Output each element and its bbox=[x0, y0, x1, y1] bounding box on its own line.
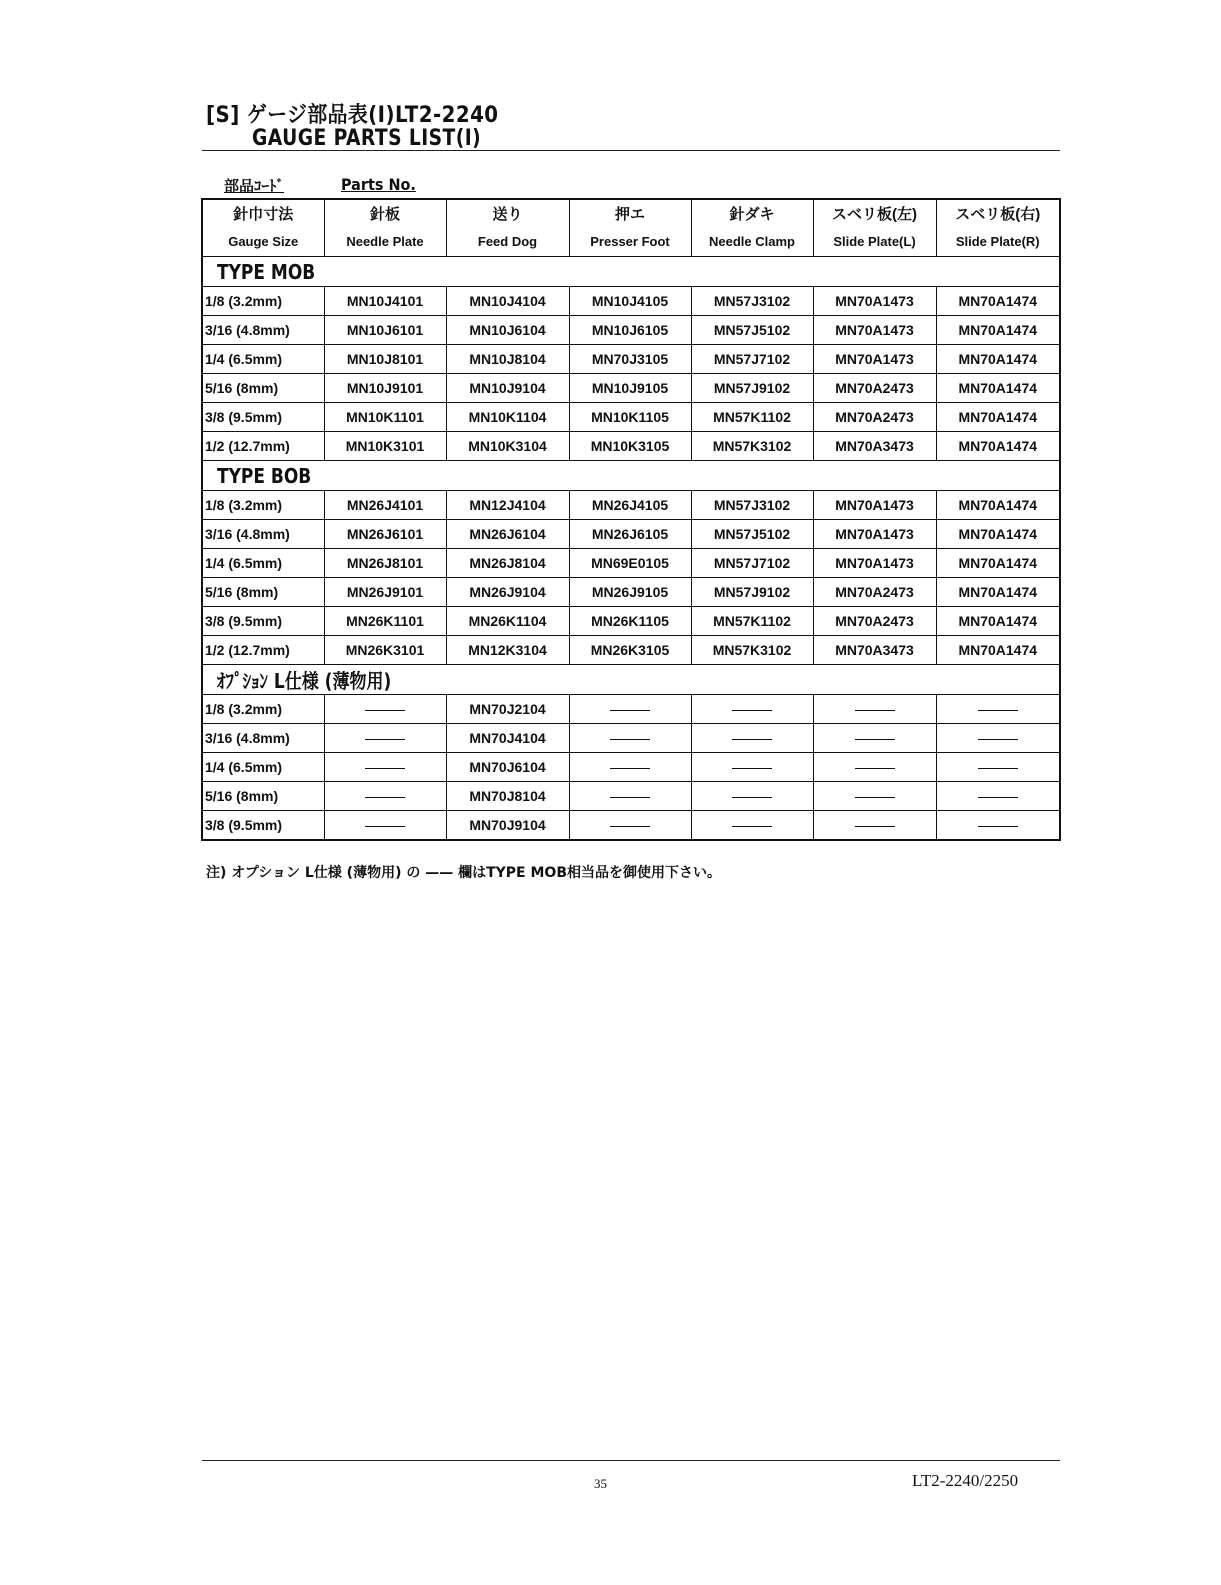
part-number-cell: MN57K3102 bbox=[691, 636, 813, 665]
column-header-en: Slide Plate(R) bbox=[936, 226, 1060, 257]
part-number-cell: MN70A3473 bbox=[813, 636, 936, 665]
part-number-cell: MN10J6105 bbox=[569, 316, 691, 345]
not-applicable-dash bbox=[610, 797, 650, 798]
table-row bbox=[202, 607, 1060, 636]
not-applicable-dash bbox=[610, 739, 650, 740]
part-number-cell bbox=[936, 753, 1060, 782]
gauge-size-cell: 5/16 (8mm) bbox=[202, 782, 324, 811]
gauge-size-cell: 5/16 (8mm) bbox=[202, 374, 324, 403]
part-number-cell: MN70A1474 bbox=[936, 520, 1060, 549]
part-number-cell: MN57K1102 bbox=[691, 403, 813, 432]
table-row bbox=[202, 753, 1060, 782]
not-applicable-dash bbox=[732, 797, 772, 798]
part-number-cell: MN70A1474 bbox=[936, 287, 1060, 316]
column-header-en: Needle Plate bbox=[324, 226, 446, 257]
part-number-cell: MN70J4104 bbox=[446, 724, 569, 753]
part-number-cell: MN70A1474 bbox=[936, 432, 1060, 461]
part-number-cell: MN70A1474 bbox=[936, 403, 1060, 432]
part-number-cell bbox=[569, 724, 691, 753]
part-number-cell: MN70J9104 bbox=[446, 811, 569, 841]
header-row-japanese bbox=[202, 199, 1060, 226]
part-number-cell: MN10K3105 bbox=[569, 432, 691, 461]
not-applicable-dash bbox=[978, 826, 1018, 827]
part-number-cell bbox=[691, 782, 813, 811]
table-row bbox=[202, 811, 1060, 841]
part-number-cell: MN70A1473 bbox=[813, 287, 936, 316]
gauge-size-cell: 3/8 (9.5mm) bbox=[202, 607, 324, 636]
part-number-cell: MN70J3105 bbox=[569, 345, 691, 374]
header-row-english bbox=[202, 226, 1060, 257]
table-row bbox=[202, 287, 1060, 316]
part-number-cell bbox=[569, 695, 691, 724]
part-number-cell: MN70A1473 bbox=[813, 316, 936, 345]
part-number-cell bbox=[936, 782, 1060, 811]
part-number-cell: MN10K3104 bbox=[446, 432, 569, 461]
not-applicable-dash bbox=[978, 797, 1018, 798]
not-applicable-dash bbox=[732, 768, 772, 769]
part-number-cell: MN70A1474 bbox=[936, 607, 1060, 636]
part-number-cell bbox=[691, 811, 813, 841]
section-header-cell bbox=[202, 665, 1060, 695]
part-number-cell bbox=[936, 811, 1060, 841]
part-number-cell: MN10J9101 bbox=[324, 374, 446, 403]
column-header-jp: スベリ板(右) bbox=[936, 199, 1060, 226]
part-number-cell bbox=[691, 695, 813, 724]
part-number-cell bbox=[569, 811, 691, 841]
section-title: TYPE MOB bbox=[217, 259, 316, 284]
page-title-english: GAUGE PARTS LIST(Ⅰ) bbox=[252, 126, 482, 151]
part-number-cell: MN69E0105 bbox=[569, 549, 691, 578]
table-row bbox=[202, 549, 1060, 578]
part-number-cell: MN70A2473 bbox=[813, 607, 936, 636]
part-number-cell: MN70A1473 bbox=[813, 520, 936, 549]
gauge-size-cell: 3/16 (4.8mm) bbox=[202, 520, 324, 549]
not-applicable-dash bbox=[978, 739, 1018, 740]
section-header-cell bbox=[202, 257, 1060, 287]
gauge-size-cell: 3/16 (4.8mm) bbox=[202, 316, 324, 345]
part-number-cell: MN26J9104 bbox=[446, 578, 569, 607]
part-number-cell: MN10K1105 bbox=[569, 403, 691, 432]
part-number-cell bbox=[813, 782, 936, 811]
part-number-cell: MN12J4104 bbox=[446, 491, 569, 520]
column-header-en: Needle Clamp bbox=[691, 226, 813, 257]
gauge-size-cell: 3/16 (4.8mm) bbox=[202, 724, 324, 753]
part-number-cell: MN26J6104 bbox=[446, 520, 569, 549]
gauge-size-cell: 1/2 (12.7mm) bbox=[202, 432, 324, 461]
part-number-cell bbox=[936, 724, 1060, 753]
part-number-cell: MN10J9105 bbox=[569, 374, 691, 403]
part-number-cell: MN70A1473 bbox=[813, 491, 936, 520]
part-number-cell bbox=[324, 724, 446, 753]
part-number-cell: MN26K3105 bbox=[569, 636, 691, 665]
part-number-cell: MN10J6101 bbox=[324, 316, 446, 345]
part-number-cell bbox=[936, 695, 1060, 724]
part-number-cell: MN70A2473 bbox=[813, 578, 936, 607]
part-number-cell: MN10J6104 bbox=[446, 316, 569, 345]
part-number-cell: MN26K1105 bbox=[569, 607, 691, 636]
part-number-cell: MN26J4105 bbox=[569, 491, 691, 520]
column-header-jp: 針巾寸法 bbox=[202, 199, 324, 226]
part-number-cell: MN57J9102 bbox=[691, 374, 813, 403]
gauge-size-cell: 1/8 (3.2mm) bbox=[202, 695, 324, 724]
page-number: 35 bbox=[594, 1476, 607, 1491]
part-number-cell: MN57J7102 bbox=[691, 345, 813, 374]
part-number-cell: MN70A2473 bbox=[813, 403, 936, 432]
not-applicable-dash bbox=[855, 826, 895, 827]
part-number-cell: MN26J8104 bbox=[446, 549, 569, 578]
table-row bbox=[202, 695, 1060, 724]
part-number-cell: MN57J7102 bbox=[691, 549, 813, 578]
part-number-cell: MN70J8104 bbox=[446, 782, 569, 811]
part-number-cell bbox=[569, 753, 691, 782]
not-applicable-dash bbox=[365, 826, 405, 827]
part-number-cell: MN10J4101 bbox=[324, 287, 446, 316]
not-applicable-dash bbox=[732, 710, 772, 711]
not-applicable-dash bbox=[855, 710, 895, 711]
table-row bbox=[202, 520, 1060, 549]
page-title-japanese: [S] ゲージ部品表(Ⅰ)LT2-2240 bbox=[206, 103, 499, 128]
part-number-cell bbox=[569, 782, 691, 811]
part-number-cell: MN57K3102 bbox=[691, 432, 813, 461]
part-number-cell bbox=[324, 782, 446, 811]
column-header-en: Feed Dog bbox=[446, 226, 569, 257]
column-header-jp: 押エ bbox=[569, 199, 691, 226]
part-number-cell: MN10K1101 bbox=[324, 403, 446, 432]
part-number-cell: MN57K1102 bbox=[691, 607, 813, 636]
not-applicable-dash bbox=[855, 739, 895, 740]
table-row bbox=[202, 345, 1060, 374]
table-row bbox=[202, 578, 1060, 607]
table-row bbox=[202, 491, 1060, 520]
title-divider bbox=[202, 150, 1060, 151]
not-applicable-dash bbox=[855, 768, 895, 769]
part-number-cell: MN70A1474 bbox=[936, 491, 1060, 520]
not-applicable-dash bbox=[365, 739, 405, 740]
gauge-size-cell: 1/4 (6.5mm) bbox=[202, 345, 324, 374]
not-applicable-dash bbox=[732, 826, 772, 827]
gauge-size-cell: 3/8 (9.5mm) bbox=[202, 403, 324, 432]
part-number-cell bbox=[813, 753, 936, 782]
part-number-cell: MN26K3101 bbox=[324, 636, 446, 665]
part-number-cell: MN57J9102 bbox=[691, 578, 813, 607]
part-number-cell bbox=[324, 753, 446, 782]
column-header-en: Gauge Size bbox=[202, 226, 324, 257]
part-number-cell: MN26K1104 bbox=[446, 607, 569, 636]
part-number-cell: MN70J2104 bbox=[446, 695, 569, 724]
gauge-size-cell: 1/4 (6.5mm) bbox=[202, 549, 324, 578]
part-number-cell: MN26J8101 bbox=[324, 549, 446, 578]
gauge-parts-table bbox=[201, 198, 1061, 841]
gauge-size-cell: 5/16 (8mm) bbox=[202, 578, 324, 607]
column-header-en: Presser Foot bbox=[569, 226, 691, 257]
column-header-jp: スベリ板(左) bbox=[813, 199, 936, 226]
part-number-cell: MN70A1474 bbox=[936, 549, 1060, 578]
part-number-cell: MN70A1474 bbox=[936, 374, 1060, 403]
part-number-cell: MN70A3473 bbox=[813, 432, 936, 461]
section-title: TYPE BOB bbox=[217, 463, 312, 488]
gauge-size-cell: 1/8 (3.2mm) bbox=[202, 287, 324, 316]
table-row bbox=[202, 432, 1060, 461]
section-header-row bbox=[202, 665, 1060, 695]
not-applicable-dash bbox=[365, 797, 405, 798]
part-number-cell bbox=[324, 695, 446, 724]
column-header-jp: 送り bbox=[446, 199, 569, 226]
model-number: LT2-2240/2250 bbox=[912, 1471, 1019, 1490]
part-number-cell: MN26J6105 bbox=[569, 520, 691, 549]
part-number-cell: MN10J8101 bbox=[324, 345, 446, 374]
part-number-cell: MN70A1474 bbox=[936, 345, 1060, 374]
part-number-cell bbox=[813, 695, 936, 724]
part-number-cell: MN70A1474 bbox=[936, 578, 1060, 607]
table-row bbox=[202, 636, 1060, 665]
not-applicable-dash bbox=[855, 797, 895, 798]
column-header-en: Slide Plate(L) bbox=[813, 226, 936, 257]
column-header-jp: 針ダキ bbox=[691, 199, 813, 226]
footnote: 注) オプション L仕様 (薄物用) の —— 欄はTYPE MOB相当品を御使用下さい。 bbox=[206, 865, 721, 881]
section-title: ｵﾌﾟｼｮﾝ L仕様 (薄物用) bbox=[217, 669, 392, 693]
not-applicable-dash bbox=[610, 768, 650, 769]
not-applicable-dash bbox=[365, 710, 405, 711]
gauge-size-cell: 1/8 (3.2mm) bbox=[202, 491, 324, 520]
part-number-cell: MN70A1474 bbox=[936, 636, 1060, 665]
part-number-cell: MN10K1104 bbox=[446, 403, 569, 432]
table-row bbox=[202, 316, 1060, 345]
part-number-cell bbox=[813, 811, 936, 841]
part-number-cell: MN70A2473 bbox=[813, 374, 936, 403]
gauge-size-cell: 1/2 (12.7mm) bbox=[202, 636, 324, 665]
part-number-cell: MN26J6101 bbox=[324, 520, 446, 549]
part-number-cell: MN10J4105 bbox=[569, 287, 691, 316]
table-row bbox=[202, 782, 1060, 811]
section-header-cell bbox=[202, 461, 1060, 491]
part-number-cell: MN26J9105 bbox=[569, 578, 691, 607]
part-number-cell: MN57J5102 bbox=[691, 316, 813, 345]
part-number-cell: MN70A1473 bbox=[813, 549, 936, 578]
part-number-cell bbox=[691, 753, 813, 782]
not-applicable-dash bbox=[610, 710, 650, 711]
part-number-cell bbox=[813, 724, 936, 753]
part-number-cell bbox=[324, 811, 446, 841]
section-header-row bbox=[202, 461, 1060, 491]
table-row bbox=[202, 724, 1060, 753]
part-number-cell: MN10J9104 bbox=[446, 374, 569, 403]
not-applicable-dash bbox=[610, 826, 650, 827]
part-number-cell: MN57J5102 bbox=[691, 520, 813, 549]
part-number-cell: MN10K3101 bbox=[324, 432, 446, 461]
part-number-cell: MN26J4101 bbox=[324, 491, 446, 520]
gauge-size-cell: 3/8 (9.5mm) bbox=[202, 811, 324, 841]
not-applicable-dash bbox=[978, 768, 1018, 769]
parts-code-label: 部品ｺｰﾄﾞ bbox=[224, 177, 285, 195]
part-number-cell: MN57J3102 bbox=[691, 287, 813, 316]
table-row bbox=[202, 403, 1060, 432]
footer-divider bbox=[202, 1460, 1060, 1461]
gauge-size-cell: 1/4 (6.5mm) bbox=[202, 753, 324, 782]
part-number-cell: MN10J4104 bbox=[446, 287, 569, 316]
table-row bbox=[202, 374, 1060, 403]
part-number-cell: MN12K3104 bbox=[446, 636, 569, 665]
part-number-cell: MN70A1473 bbox=[813, 345, 936, 374]
column-header-jp: 針板 bbox=[324, 199, 446, 226]
not-applicable-dash bbox=[732, 739, 772, 740]
part-number-cell: MN10J8104 bbox=[446, 345, 569, 374]
part-number-cell bbox=[691, 724, 813, 753]
not-applicable-dash bbox=[978, 710, 1018, 711]
part-number-cell: MN57J3102 bbox=[691, 491, 813, 520]
part-number-cell: MN70J6104 bbox=[446, 753, 569, 782]
part-number-cell: MN26J9101 bbox=[324, 578, 446, 607]
part-number-cell: MN70A1474 bbox=[936, 316, 1060, 345]
not-applicable-dash bbox=[365, 768, 405, 769]
part-number-cell: MN26K1101 bbox=[324, 607, 446, 636]
section-header-row bbox=[202, 257, 1060, 287]
parts-no-label: Parts No. bbox=[341, 175, 416, 194]
